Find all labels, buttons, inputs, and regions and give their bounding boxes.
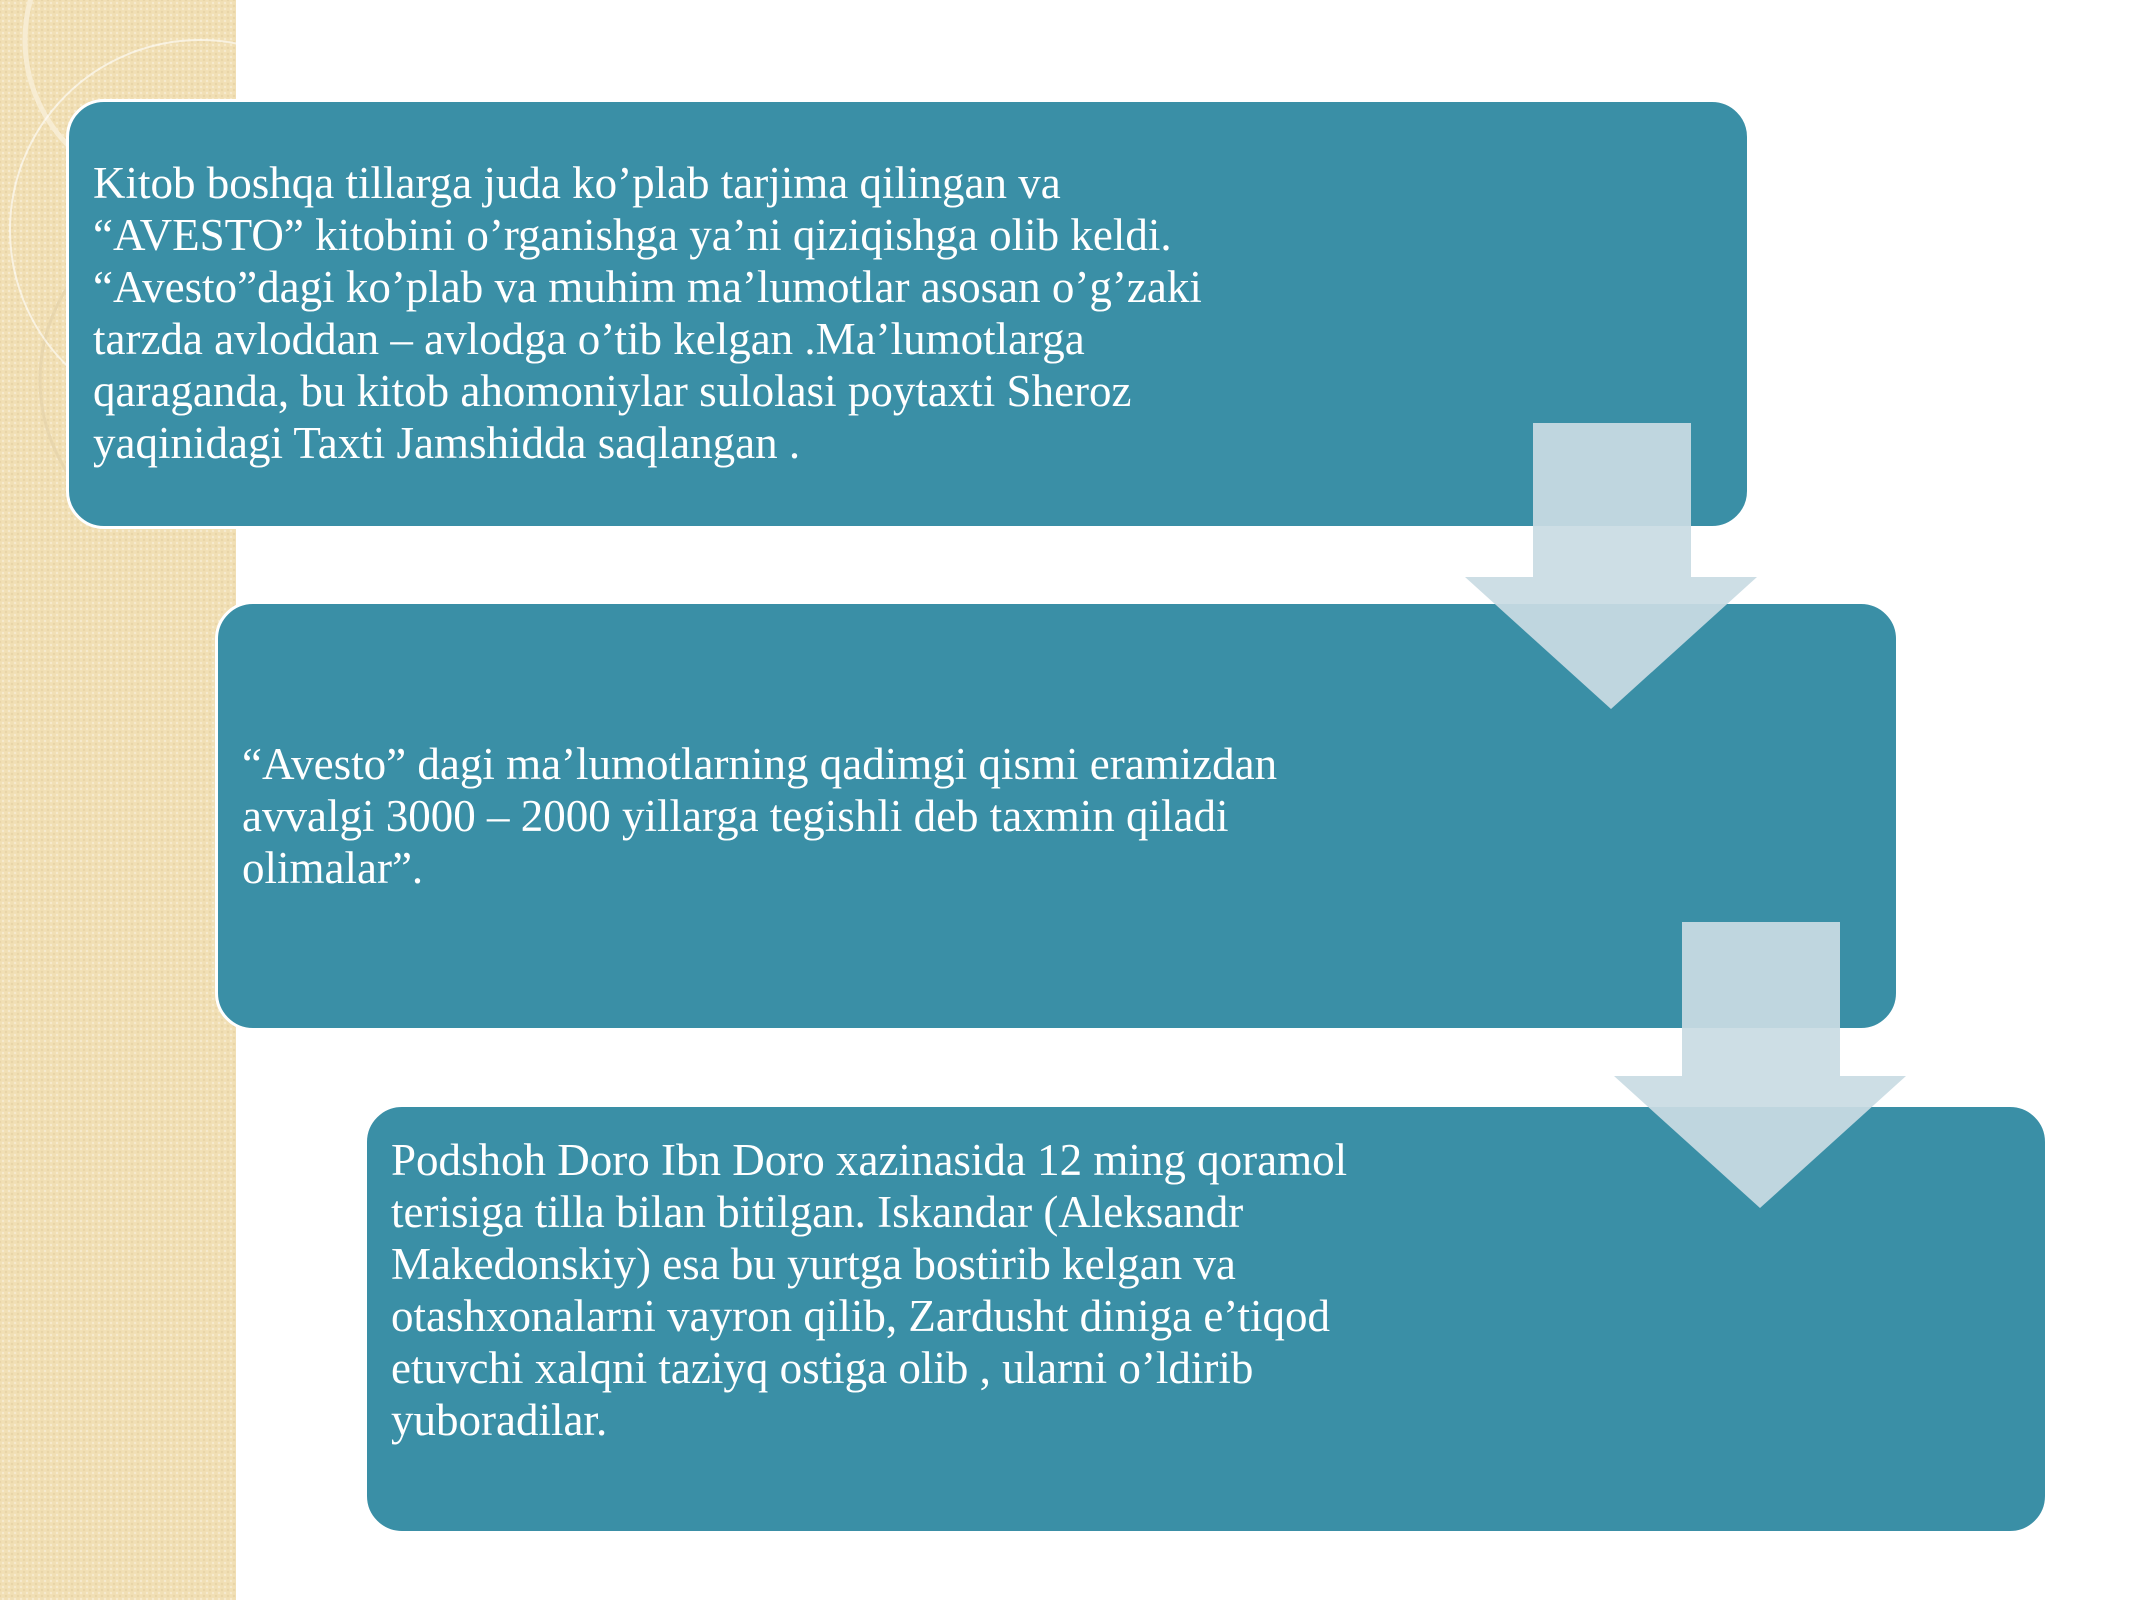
down-arrow-1 <box>1465 423 1757 709</box>
step-2-text: “Avesto” dagi ma’lumotlarning qadimgi qismi eramizdan avvalgi 3000 – 2000 yillarga tegishli deb taxmin qiladi olimalar”. <box>242 739 1278 893</box>
step-3-text: Podshoh Doro Ibn Doro xazinasida 12 ming qoramol terisiga tilla bilan bitilgan. Iskandar (Aleksandr Makedonskiy) esa bu yurtga bostirib kelgan va otashxonalarni vayron qilib, Zardusht diniga e’tiqod etuvchi xalqni taziyq ostiga olib , ularni o’ldirib yuboradilar. <box>391 1135 1348 1445</box>
step-1-text: Kitob boshqa tillarga juda ko’plab tarjima qilingan va “AVESTO” kitobini o’rganishga ya’ni qiziqishga olib keldi. “Avesto”dagi ko’plab va muhim ma’lumotlar asosan o’g’zaki tarzda avloddan – avlodga o’tib kelgan .Ma’lumotlarga qaraganda, bu kitob ahomoniylar sulolasi poytaxti Sheroz yaqinidagi Taxti Jamshidda saqlangan . <box>93 158 1202 468</box>
